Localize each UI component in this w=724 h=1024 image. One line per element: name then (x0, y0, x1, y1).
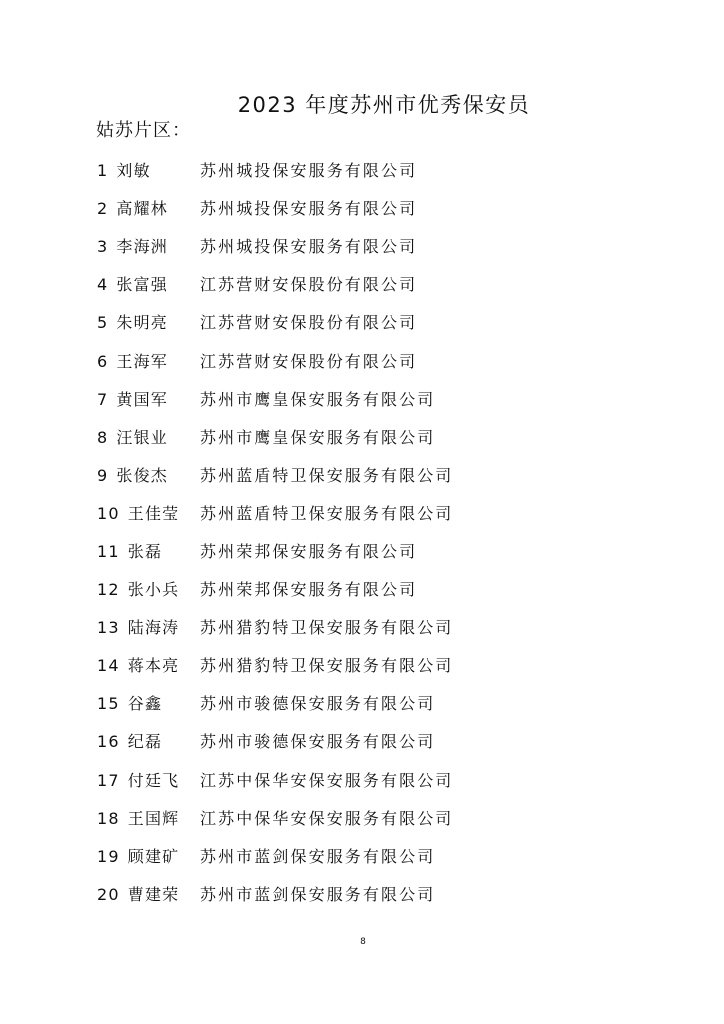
award-list-item-content (97, 190, 418, 228)
item-number: 6 (97, 351, 109, 371)
company-name: 江苏中保华安保安服务有限公司 (200, 770, 454, 790)
item-number: 8 (97, 427, 109, 447)
award-list-item (97, 838, 657, 876)
company-name: 苏州市鹰皇保安服务有限公司 (200, 389, 436, 409)
item-number: 14 (97, 656, 120, 676)
item-number: 9 (97, 465, 109, 485)
person-name: 张俊杰 (116, 465, 168, 485)
company-name: 苏州城投保安服务有限公司 (200, 199, 418, 219)
item-number: 18 (97, 808, 120, 828)
company-name: 苏州市蓝剑保安服务有限公司 (200, 846, 436, 866)
award-list-item (97, 533, 657, 571)
company-name: 苏州蓝盾特卫保安服务有限公司 (200, 465, 454, 485)
award-list-item-content (97, 228, 418, 266)
person-name: 王国辉 (127, 808, 180, 828)
person-name: 顾建矿 (127, 846, 180, 866)
award-list-item (97, 571, 657, 609)
award-list-item (97, 304, 657, 342)
company-name: 苏州市鹰皇保安服务有限公司 (200, 427, 436, 447)
company-name: 苏州猎豹特卫保安服务有限公司 (200, 656, 454, 676)
award-list-item (97, 419, 657, 457)
item-number: 4 (97, 275, 109, 295)
award-list (97, 152, 657, 914)
item-number: 12 (97, 580, 120, 600)
company-name: 苏州市骏德保安服务有限公司 (200, 694, 436, 714)
award-list-item-content (97, 876, 436, 914)
person-name: 张磊 (127, 541, 163, 561)
award-list-item (97, 228, 657, 266)
award-list-item-content (97, 647, 454, 685)
award-list-item (97, 800, 657, 838)
award-list-item-content (97, 457, 454, 495)
award-list-item-content (97, 304, 418, 342)
award-list-item-content (97, 571, 418, 609)
item-number: 5 (97, 313, 109, 333)
person-name: 王海军 (116, 351, 168, 371)
person-name: 张富强 (116, 275, 168, 295)
item-number: 20 (97, 884, 120, 904)
person-name: 付廷飞 (127, 770, 180, 790)
award-list-item-content (97, 800, 454, 838)
award-list-item-content (97, 533, 418, 571)
document-title: 2023 年度苏州市优秀保安员 (237, 93, 531, 118)
item-number: 11 (97, 541, 120, 561)
person-name: 陆海涛 (127, 618, 180, 638)
company-name: 苏州荣邦保安服务有限公司 (200, 580, 418, 600)
company-name: 苏州猎豹特卫保安服务有限公司 (200, 618, 454, 638)
award-list-item (97, 685, 657, 723)
award-list-item (97, 495, 657, 533)
award-list-item (97, 190, 657, 228)
award-list-item-content (97, 381, 436, 419)
award-list-item-content (97, 609, 454, 647)
company-name: 苏州荣邦保安服务有限公司 (200, 541, 418, 561)
company-name: 苏州市蓝剑保安服务有限公司 (200, 884, 436, 904)
person-name: 纪磊 (127, 732, 163, 752)
company-name: 苏州城投保安服务有限公司 (200, 237, 418, 257)
award-list-item (97, 342, 657, 380)
person-name: 谷鑫 (127, 694, 163, 714)
person-name: 黄国军 (116, 389, 168, 409)
item-number: 19 (97, 846, 120, 866)
item-number: 10 (97, 503, 120, 523)
award-list-item-content (97, 266, 418, 304)
item-number: 2 (97, 199, 109, 219)
person-name: 汪银业 (116, 427, 168, 447)
award-list-item (97, 723, 657, 761)
company-name: 苏州市骏德保安服务有限公司 (200, 732, 436, 752)
company-name: 江苏营财安保股份有限公司 (200, 313, 418, 333)
person-name: 朱明亮 (116, 313, 168, 333)
award-list-item (97, 152, 657, 190)
company-name: 江苏营财安保股份有限公司 (200, 351, 418, 371)
award-list-item (97, 762, 657, 800)
award-list-item (97, 266, 657, 304)
award-list-item-content (97, 495, 454, 533)
award-list-item-content (97, 838, 436, 876)
company-name: 苏州城投保安服务有限公司 (200, 161, 418, 181)
person-name: 曹建荣 (127, 884, 180, 904)
award-list-item-content (97, 723, 436, 761)
person-name: 王佳莹 (127, 503, 180, 523)
page-number: 8 (360, 937, 366, 947)
award-list-item (97, 609, 657, 647)
award-list-item-content (97, 342, 418, 380)
person-name: 刘敏 (116, 161, 151, 181)
award-list-item (97, 876, 657, 914)
item-number: 7 (97, 389, 109, 409)
item-number: 1 (97, 161, 109, 181)
item-number: 3 (97, 237, 109, 257)
company-name: 江苏营财安保股份有限公司 (200, 275, 418, 295)
item-number: 16 (97, 732, 120, 752)
section-heading: 姑苏片区： (96, 120, 191, 141)
item-number: 13 (97, 618, 120, 638)
award-list-item-content (97, 152, 418, 190)
person-name: 蒋本亮 (127, 656, 180, 676)
person-name: 高耀林 (116, 199, 168, 219)
item-number: 15 (97, 694, 120, 714)
company-name: 苏州蓝盾特卫保安服务有限公司 (200, 503, 454, 523)
item-number: 17 (97, 770, 120, 790)
award-list-item-content (97, 419, 436, 457)
award-list-item-content (97, 685, 436, 723)
person-name: 李海洲 (116, 237, 168, 257)
company-name: 江苏中保华安保安服务有限公司 (200, 808, 454, 828)
award-list-item (97, 647, 657, 685)
award-list-item (97, 381, 657, 419)
person-name: 张小兵 (127, 580, 180, 600)
award-list-item (97, 457, 657, 495)
award-list-item-content (97, 762, 454, 800)
